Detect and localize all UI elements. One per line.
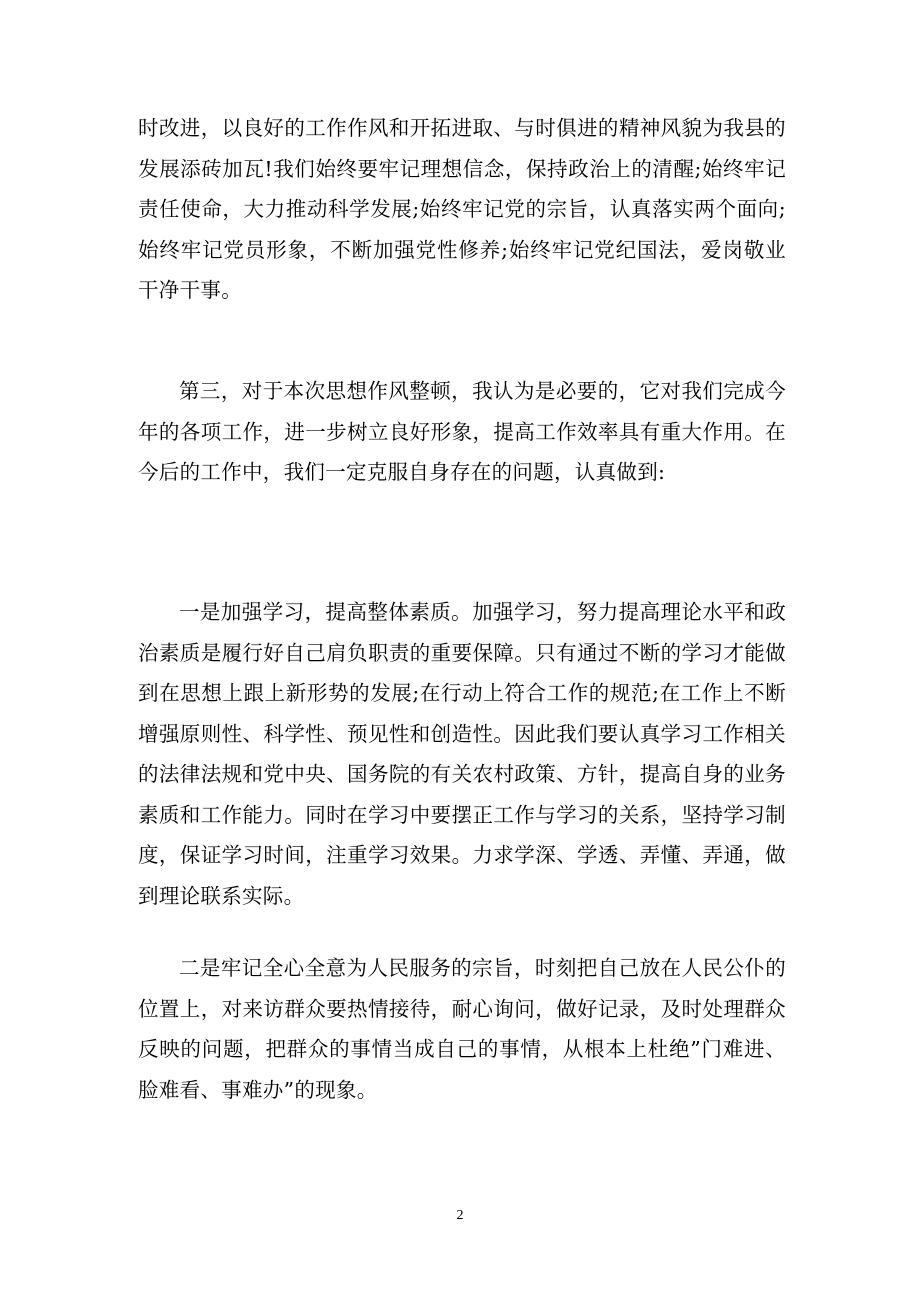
paragraph-continuation: 时改进，以良好的工作作风和开拓进取、与时俱进的精神风貌为我县的发展添砖加瓦!我们始终要牢记理想信念，保持政治上的清醒;始终牢记责任使命，大力推动科学发展;始终牢记党的宗旨，认真落实两个面向;始终牢记党员形象，不断加强党性修养;始终牢记党纪国法，爱岗敬业干净干事。 bbox=[138, 116, 786, 302]
page-number: 2 bbox=[456, 1208, 464, 1223]
paragraph-second-item: 二是牢记全心全意为人民服务的宗旨，时刻把自己放在人民公仆的位置上，对来访群众要热情接待，耐心询问，做好记录，及时处理群众反映的问题，把群众的事情当成自己的事情，从根本上杜绝”门难进、脸难看、事难办”的现象。 bbox=[138, 956, 786, 1102]
paragraph-third-point: 第三，对于本次思想作风整顿，我认为是必要的，它对我们完成今年的各项工作，进一步树立良好形象，提高工作效率具有重大作用。在今后的工作中，我们一定克服自身存在的问题，认真做到: bbox=[138, 379, 786, 484]
paragraph-first-item: 一是加强学习，提高整体素质。加强学习，努力提高理论水平和政治素质是履行好自己肩负职责的重要保障。只有通过不断的学习才能做到在思想上跟上新形势的发展;在行动上符合工作的规范;在工作上不断增强原则性、科学性、预见性和创造性。因此我们要认真学习工作相关的法律法规和党中央、国务院的有关农村政策、方针，提高自身的业务素质和工作能力。同时在学习中要摆正工作与学习的关系，坚持学习制度，保证学习时间，注重学习效果。力求学深、学透、弄懂、弄通，做到理论联系实际。 bbox=[138, 600, 786, 908]
